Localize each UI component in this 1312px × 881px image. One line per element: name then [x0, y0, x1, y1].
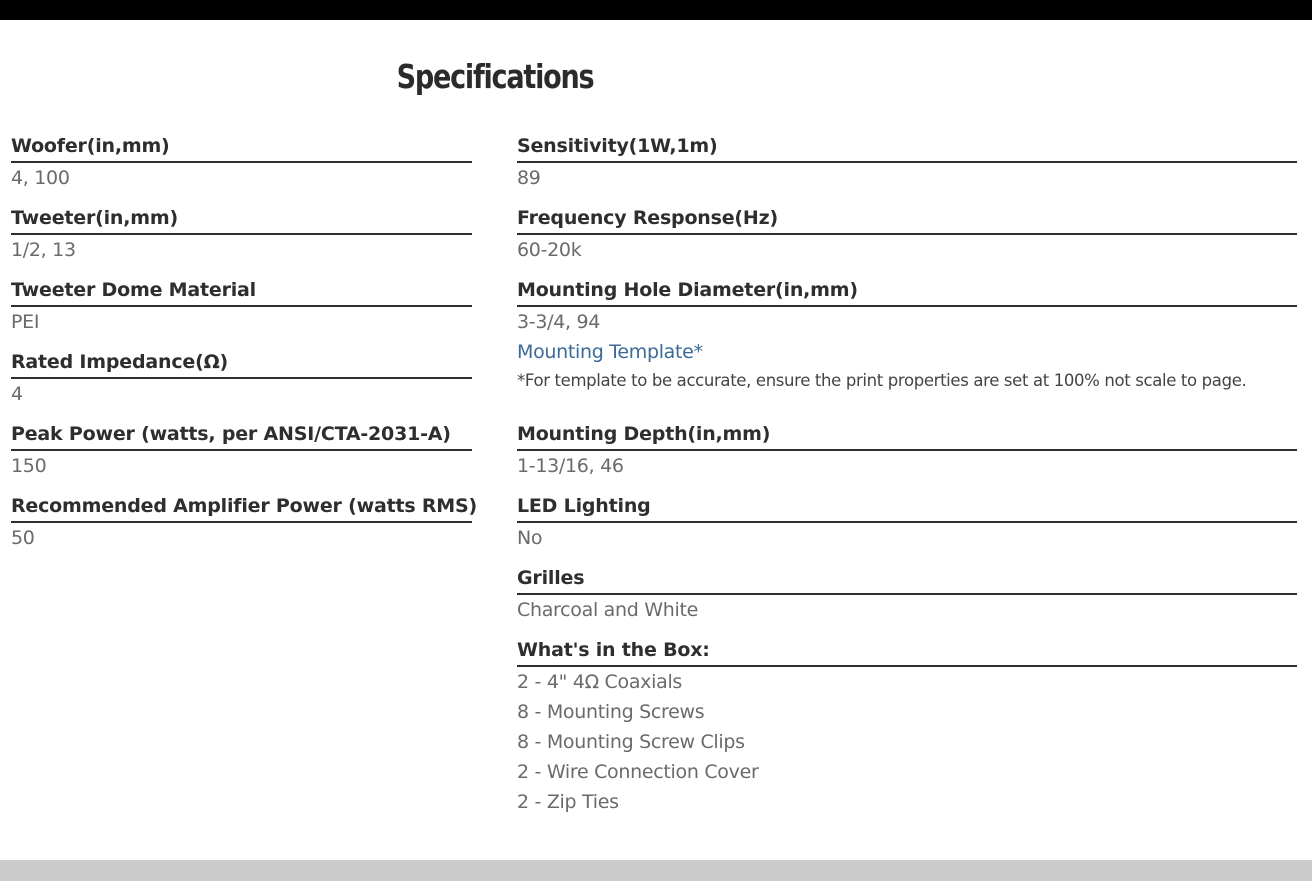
spec-value: PEI: [11, 311, 40, 333]
spec-value: Charcoal and White: [517, 599, 699, 621]
spec-label: Woofer(in,mm): [11, 133, 472, 163]
list-item: 8 - Mounting Screws: [517, 701, 705, 723]
spec-value: 1/2, 13: [11, 239, 76, 261]
box-contents-list: [517, 667, 1297, 817]
list-item: 2 - Zip Ties: [517, 791, 619, 813]
spec-label: Tweeter Dome Material: [11, 277, 472, 307]
spec-frequency-response: [517, 205, 1297, 265]
spec-value: 89: [517, 167, 541, 189]
spec-sensitivity: [517, 133, 1297, 193]
mounting-template-link[interactable]: Mounting Template*: [517, 341, 703, 363]
mounting-template-note: *For template to be accurate, ensure the print properties are set at 100% not scale to page.: [517, 371, 1247, 390]
spec-label: LED Lighting: [517, 493, 1297, 523]
spec-label: Mounting Hole Diameter(in,mm): [517, 277, 1297, 307]
spec-value: 4, 100: [11, 167, 70, 189]
spec-label: Tweeter(in,mm): [11, 205, 472, 235]
spec-value: 4: [11, 383, 23, 405]
spec-label: Frequency Response(Hz): [517, 205, 1297, 235]
spec-value: 60-20k: [517, 239, 582, 261]
spec-label: Recommended Amplifier Power (watts RMS): [11, 493, 472, 523]
spec-value: No: [517, 527, 543, 549]
specs-right-column: [517, 133, 1297, 829]
specs-left-column: [11, 133, 477, 565]
spec-label: Rated Impedance(Ω): [11, 349, 472, 379]
page-title: Specifications: [396, 57, 594, 96]
spec-led-lighting: [517, 493, 1297, 553]
spec-value: 150: [11, 455, 47, 477]
spec-recommended-amp-power: [11, 493, 477, 553]
spec-value: 1-13/16, 46: [517, 455, 624, 477]
spec-tweeter-dome-material: [11, 277, 472, 337]
list-item: 2 - Wire Connection Cover: [517, 761, 759, 783]
list-item: 2 - 4" 4Ω Coaxials: [517, 671, 683, 693]
spec-mounting-depth: [517, 421, 1297, 481]
list-item: 8 - Mounting Screw Clips: [517, 731, 745, 753]
spec-rated-impedance: [11, 349, 472, 409]
spec-value: 50: [11, 527, 35, 549]
spec-tweeter: [11, 205, 472, 265]
spec-label: Peak Power (watts, per ANSI/CTA-2031-A): [11, 421, 472, 451]
spec-woofer: [11, 133, 472, 193]
spec-grilles: [517, 565, 1297, 625]
spec-whats-in-the-box: [517, 637, 1297, 817]
spec-label: What's in the Box:: [517, 637, 1297, 667]
bottom-bar: [0, 860, 1312, 881]
top-bar: [0, 0, 1312, 20]
spec-label: Sensitivity(1W,1m): [517, 133, 1297, 163]
spec-label: Mounting Depth(in,mm): [517, 421, 1297, 451]
spec-peak-power: [11, 421, 472, 481]
spec-label: Grilles: [517, 565, 1297, 595]
spec-mounting-hole-diameter: [517, 277, 1297, 395]
spec-value: 3-3/4, 94: [517, 311, 601, 333]
